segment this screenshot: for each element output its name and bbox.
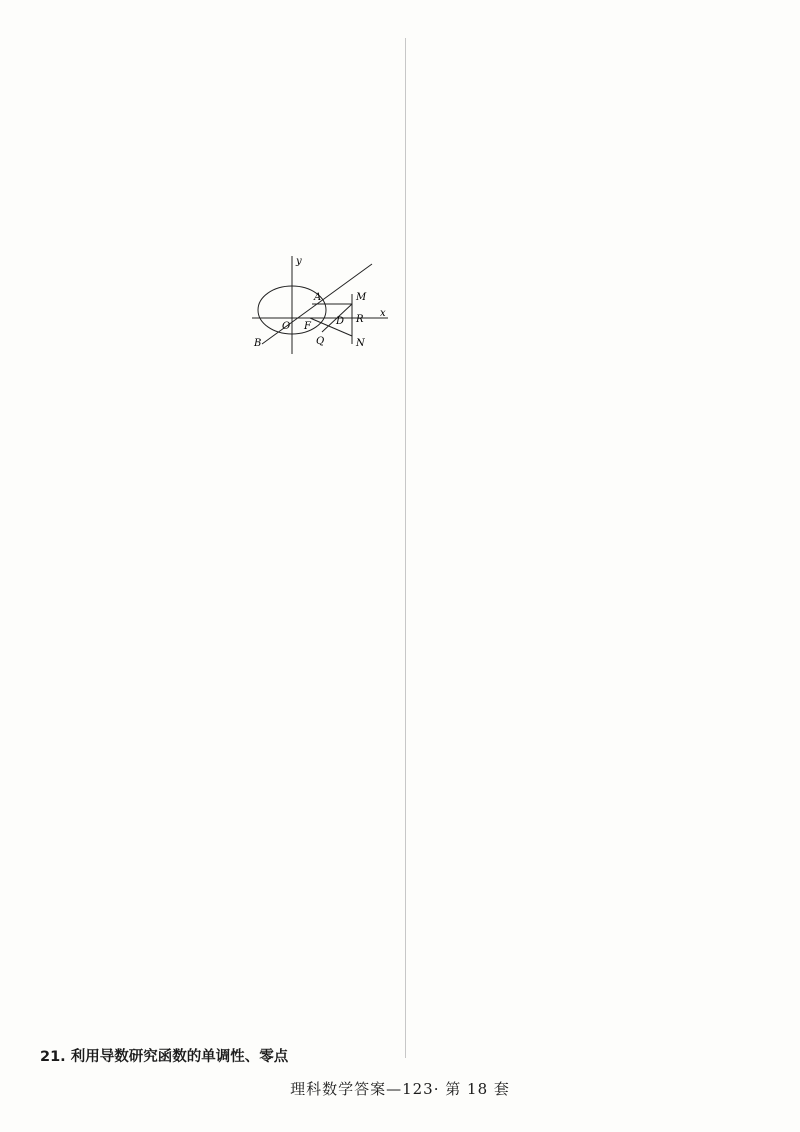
question-21-heading: 21. 利用导数研究函数的单调性、零点 (40, 1049, 289, 1065)
label-d: D (336, 316, 345, 327)
label-b: B (254, 338, 262, 349)
label-q: Q (316, 336, 325, 347)
label-n: N (356, 338, 365, 349)
ellipse-figure (252, 254, 388, 354)
label-o: O (282, 321, 291, 332)
label-x: x (380, 308, 386, 319)
page-footer: 理科数学答案—123· 第 18 套 (290, 1080, 510, 1098)
label-f: F (304, 321, 311, 332)
label-y: y (296, 256, 302, 267)
column-divider (405, 38, 406, 1058)
label-r: R (356, 314, 364, 325)
label-a: A (314, 292, 322, 303)
label-m: M (356, 292, 367, 303)
